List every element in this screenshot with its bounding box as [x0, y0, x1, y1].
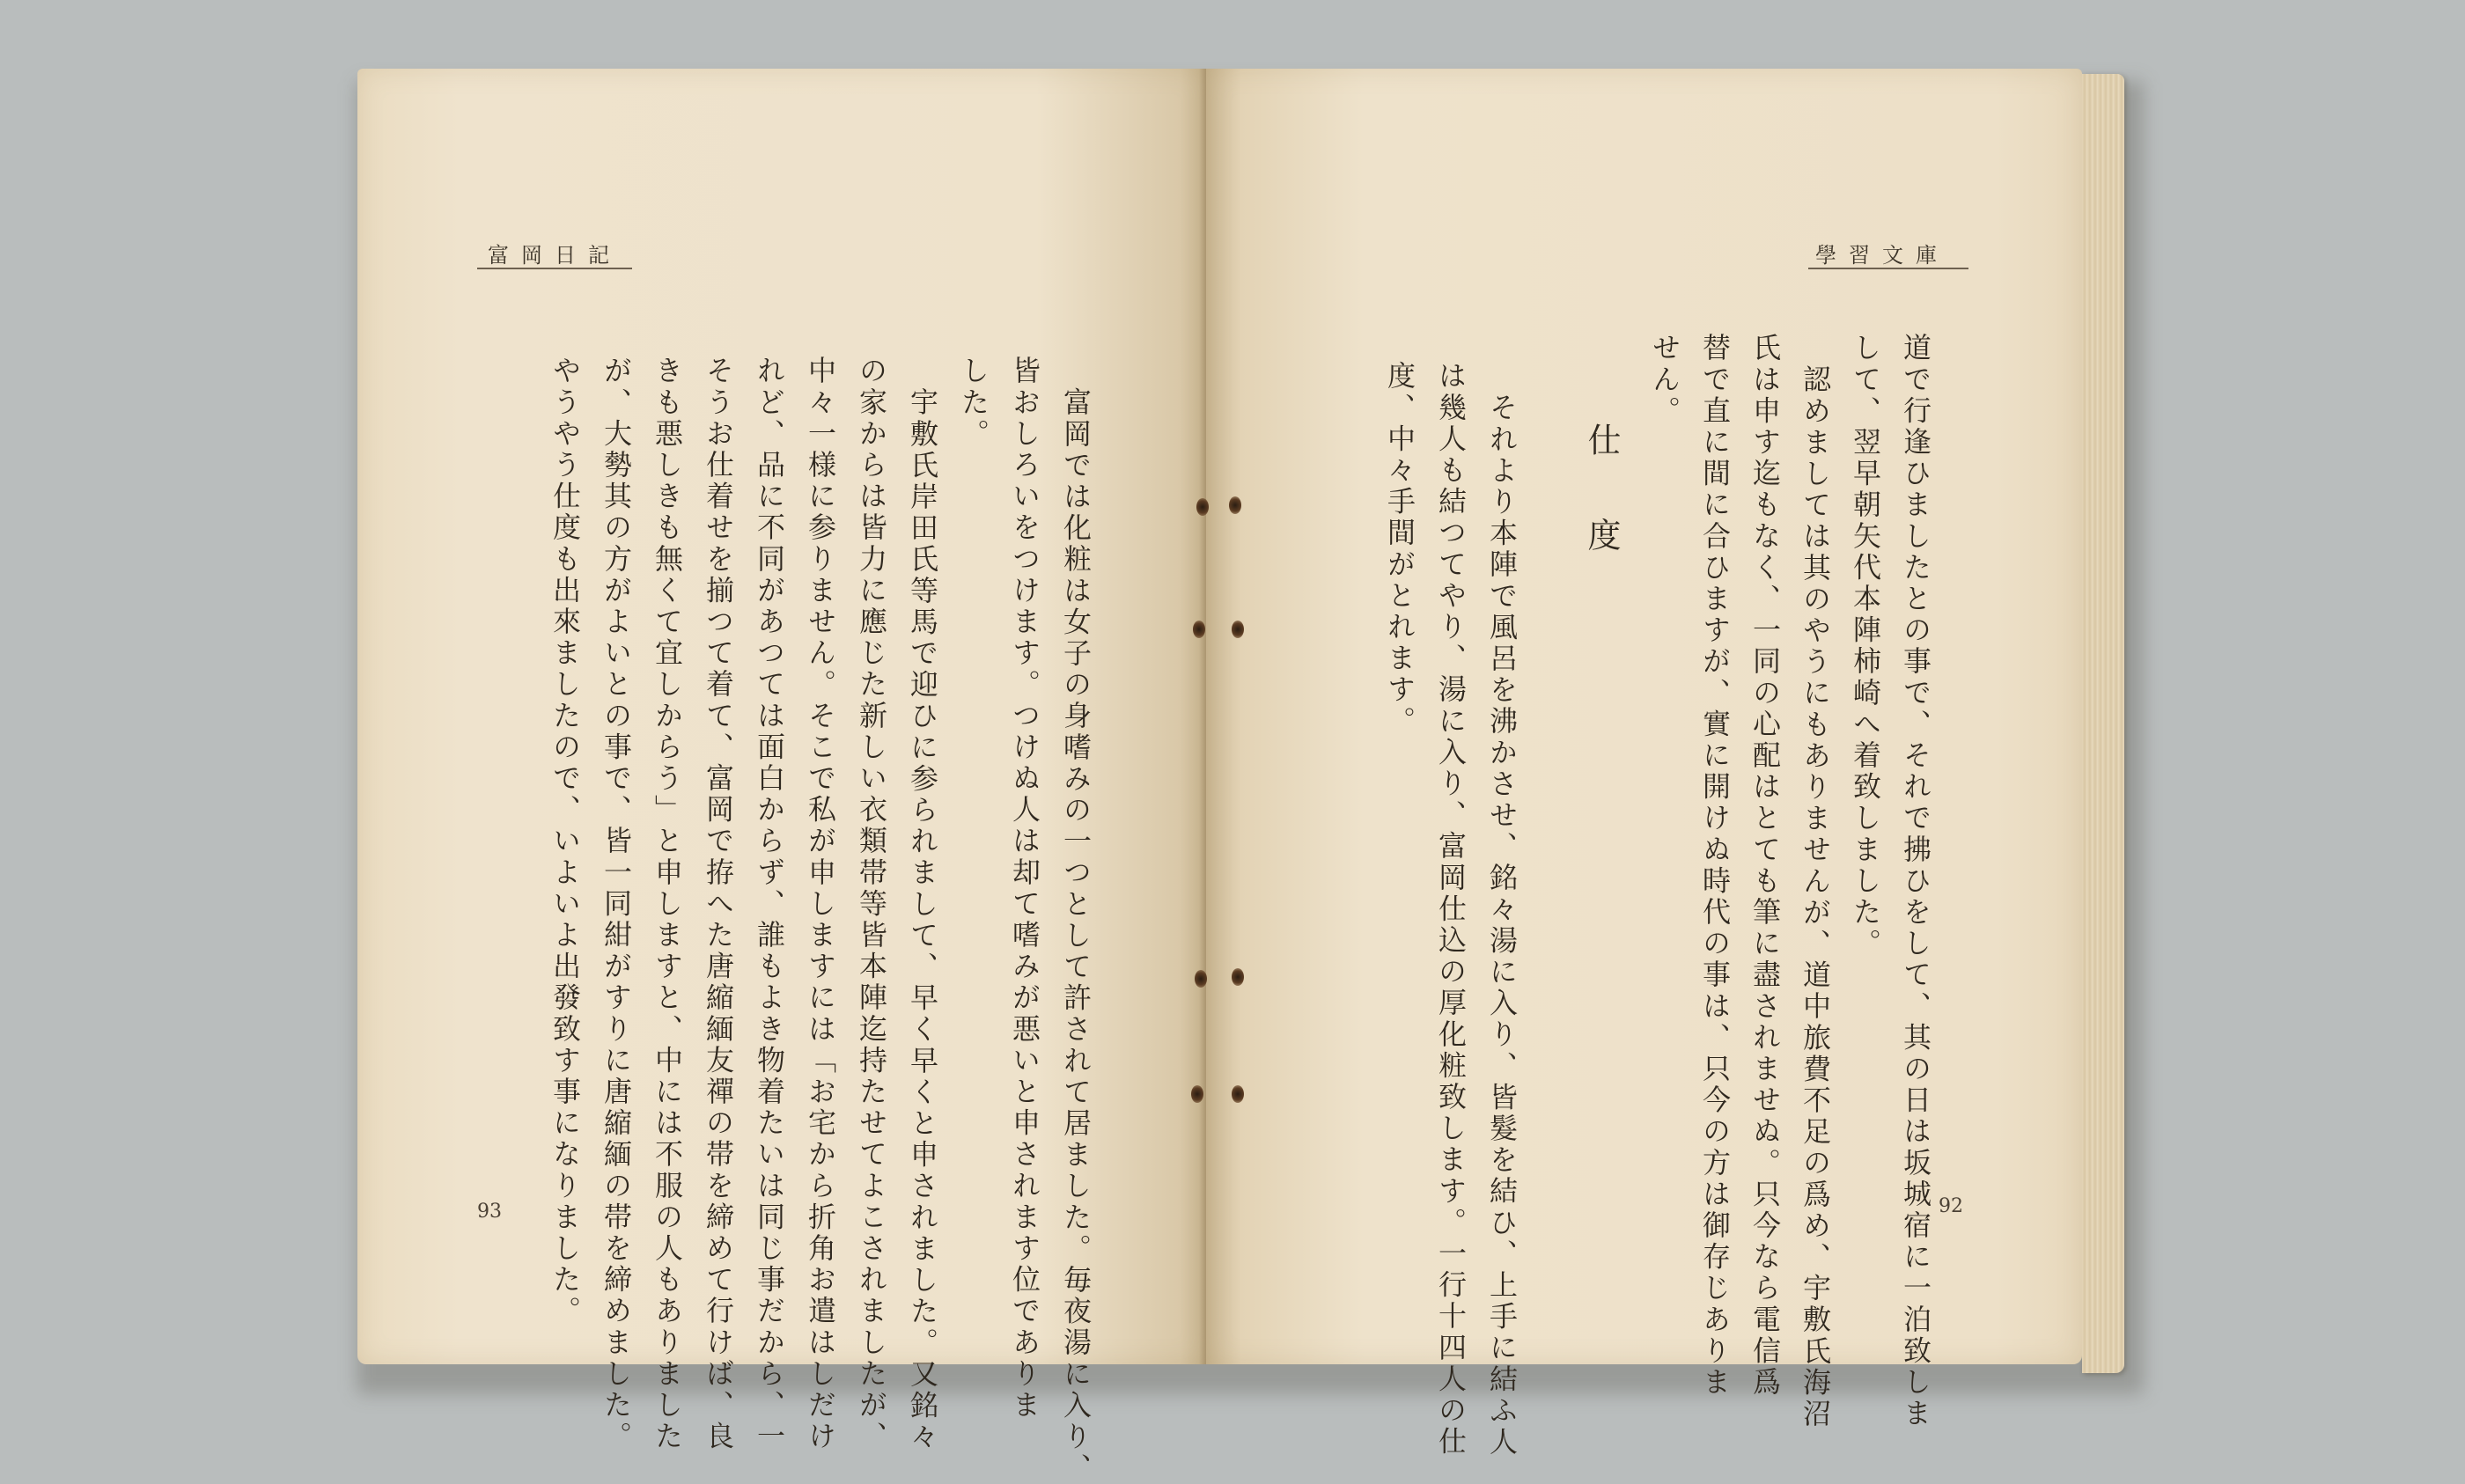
text-column: 認めましては其のやうにもありませんが、道中旅費不足の爲め、宇敷氏海沼: [1799, 364, 1832, 1430]
text-column: 道で行逢ひましたとの事で、それで拂ひをして、其の日は坂城宿に一泊致しま: [1899, 333, 1932, 1429]
text-column: が、大勢其の方がよいとの事で、皆一同紺がすりに唐縮緬の帯を締めました。: [600, 356, 633, 1452]
binding-hole: [1193, 621, 1205, 638]
text-column: 皆おしろいをつけます。つけぬ人は却て嗜みが悪いと申されます位でありま: [1008, 356, 1041, 1422]
right-page: [1206, 69, 2082, 1458]
left-page: [357, 69, 1206, 1484]
text-column: そうお仕着せを揃つて着て、富岡で拵へた唐縮緬友禪の帯を締めて行けば、良: [702, 356, 735, 1452]
text-column: やうやう仕度も出來ましたので、いよいよ出發致す事になりました。: [548, 356, 582, 1327]
text-column: は幾人も結つてやり、湯に入り、富岡仕込の厚化粧致します。一行十四人の仕: [1434, 361, 1468, 1458]
binding-hole: [1229, 496, 1241, 514]
right-running-header: 學習文庫: [1815, 243, 1949, 268]
text-column: 氏は申す迄もなく、一同の心配はとても筆に盡されませぬ。只今なら電信爲: [1748, 333, 1782, 1399]
text-column: 替で直に間に合ひますが、實に開けぬ時代の事は、只今の方は御存じありま: [1698, 333, 1732, 1399]
text-column: の家からは皆力に應じた新しい衣類帯等皆本陣迄持たせてよこされましたが、: [855, 356, 888, 1452]
section-title: 仕度: [1582, 422, 1621, 613]
text-column: せん。: [1648, 333, 1681, 427]
text-column: きも悪しきも無くて宜しからう」と申しますと、中には不服の人もありました: [651, 356, 684, 1452]
binding-hole: [1232, 1085, 1244, 1103]
binding-hole: [1232, 621, 1244, 638]
text-column: れど、品に不同があつては面白からず、誰もよき物着たいは同じ事だから、一: [753, 356, 786, 1452]
text-column: 中々一様に参りません。そこで私が申しますには「お宅から折角お遣はしだけ: [804, 356, 837, 1452]
page-edges: [2082, 74, 2124, 1373]
text-column: それより本陣で風呂を沸かさせ、銘々湯に入り、皆髮を結ひ、上手に結ふ人: [1485, 393, 1519, 1458]
binding-hole: [1196, 498, 1209, 516]
text-column: 宇敷氏岸田氏等馬で迎ひに参られまして、早く早くと申されました。又銘々: [906, 387, 939, 1453]
text-column: 富岡では化粧は女子の身嗜みの一つとして許されて居ました。毎夜湯に入り、: [1059, 387, 1093, 1484]
text-column: して、翌早朝矢代本陣柿崎へ着致しました。: [1849, 333, 1882, 959]
binding-hole: [1195, 970, 1207, 988]
binding-hole: [1232, 968, 1244, 986]
right-page-number: 92: [1939, 1195, 1963, 1217]
binding-hole: [1191, 1085, 1203, 1103]
text-column: 度、中々手間がとれます。: [1383, 361, 1416, 738]
text-column: した。: [957, 356, 990, 450]
left-page-number: 93: [477, 1201, 502, 1223]
left-running-header: 富岡日記: [488, 243, 622, 268]
